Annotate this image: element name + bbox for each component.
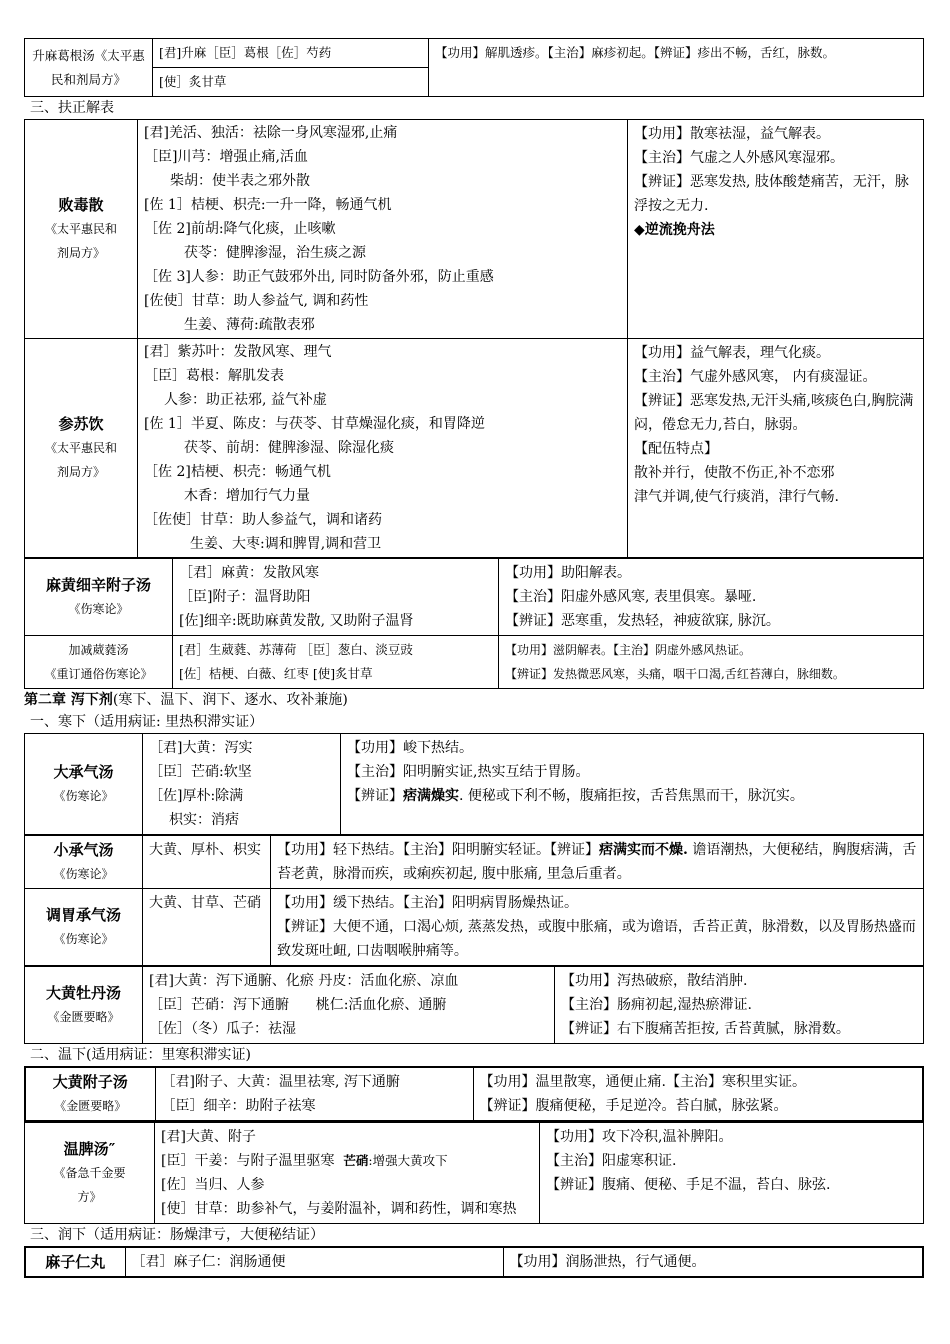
formula-table-shengma [24, 38, 924, 97]
composition-cell [143, 734, 341, 835]
formula-name-text: 麻子仁丸 [45, 1253, 106, 1271]
herb-text: [君]大黄：泻下通腑、化瘀 [149, 973, 314, 989]
formula-source: 《伤寒论》 [53, 932, 114, 946]
effect-keyword: 痞满实而不燥. [599, 842, 688, 858]
formula-source: 《太平惠民和 [44, 222, 117, 236]
formula-name-jiajian [25, 636, 173, 689]
formula-name-text: 参苏饮 [58, 415, 104, 433]
effect-line: 【主治】气虚之人外感风寒湿邪。 [634, 150, 844, 166]
composition-cell [138, 339, 628, 558]
effect-line: 【配伍特点】 [634, 441, 718, 457]
herb-line: [君]大黄、附子 [161, 1129, 256, 1145]
section-heading: 三、扶正解表 [30, 100, 114, 116]
herb-line: ［佐］（冬）瓜子：祛湿 [149, 1021, 296, 1037]
effect-cell [341, 734, 924, 835]
formula-name-shensu [25, 339, 138, 558]
herb-line: ［佐]厚朴:除满 [149, 788, 244, 804]
formula-table-wenpi [24, 1122, 924, 1224]
formula-name-text: 温脾汤″ [63, 1140, 116, 1158]
formula-source: 《伤寒论》 [68, 602, 129, 616]
effect-line: 【功用】润肠泄热，行气通便。 [509, 1254, 706, 1270]
herb-line: 大黄、厚朴、枳实 [149, 842, 261, 858]
effect-line: 【主治】肠痈初起,湿热瘀滞证. [561, 997, 752, 1013]
effect-line: 【功用】峻下热结。 [347, 740, 473, 756]
composition-cell [125, 1247, 503, 1277]
herb-line: [佐］桔梗、白薇、红枣 [使]炙甘草 [179, 666, 373, 681]
formula-name-shengma [25, 39, 153, 97]
section-heading: 二、温下(适用病证：里寒积滞实证) [30, 1047, 251, 1063]
effect-text: 谵语潮热，大便秘结，胸腹痞满，舌苔老黄，脉滑而疾，或痢疾初起, 腹中胀痛, 里急后重者。 [277, 842, 917, 882]
herb-line: 柴胡：使半表之邪外散 [170, 173, 310, 189]
effect-line: 【辨证】腹痛、便秘、手足不温，苔白、脉弦. [546, 1177, 831, 1193]
formula-name-text: 小承气汤 [53, 841, 114, 859]
effect-text: 【功用】轻下热结。【主治】阳明腑实轻证。【辨证】 [277, 842, 599, 858]
herb-line: ［佐 3]人参：助正气鼓邪外出, 同时防备外邪，防止重感 [144, 269, 494, 285]
formula-name-text: 调胃承气汤 [45, 906, 121, 924]
formula-name-text: 升麻葛根汤《太平惠民和剂局方》 [32, 47, 145, 87]
composition-cell [143, 889, 271, 966]
herb-text: 芒硝 [343, 1153, 369, 1168]
effect-line: 【功用】散寒祛湿，益气解表。 [634, 126, 830, 142]
formula-name-tiaowei [25, 889, 143, 966]
formula-table-dachengqi [24, 733, 924, 835]
effect-cell [499, 636, 924, 689]
composition-cell [155, 1123, 540, 1224]
effect-line [347, 784, 917, 808]
herb-line: ［君]附子、大黄：温里祛寒, 泻下通腑 [161, 1074, 400, 1090]
effect-text: . 便秘或下利不畅，腹痛拒按，舌苔焦黑而干，脉沉实。 [459, 788, 804, 804]
effect-cell [503, 1247, 923, 1277]
herb-line: 木香：增加行气力量 [184, 488, 310, 504]
formula-source: 《重订通俗伤寒论》 [44, 667, 153, 681]
effect-keyword: 痞满燥实 [403, 788, 459, 804]
herb-line [161, 1149, 533, 1173]
formula-name-mahuang [25, 559, 173, 636]
effect-cell [628, 339, 924, 558]
effect-cell [429, 39, 924, 97]
effect-line: 【功用】滋阴解表。【主治】阴虚外感风热证。 [505, 643, 752, 657]
herb-text: ［臣］芒硝：泻下通腑 [149, 997, 289, 1013]
herb-line: ［佐使］甘草：助人参益气，调和诸药 [144, 512, 382, 528]
herb-line: [使］甘草：助参补气，与姜附温补，调和药性，调和寒热 [161, 1201, 517, 1217]
herb-text: 桃仁:活血化瘀、通腑 [315, 997, 447, 1013]
composition-cell [173, 636, 499, 689]
effect-line: 【主治】阳虚外感风寒, 表里俱寒。暴哑. [505, 589, 757, 605]
composition-cell [173, 559, 499, 636]
herb-line: [佐］当归、人参 [161, 1177, 265, 1193]
formula-table-mudan [24, 966, 924, 1044]
herb-line: ［臣］细辛：助附子祛寒 [161, 1098, 316, 1114]
formula-name-maziren [25, 1247, 125, 1277]
effect-label: 【辨证】 [347, 788, 403, 804]
herb-line: ［臣］葛根：解肌发表 [144, 368, 284, 384]
herb-line: 生姜、薄荷:疏散表邪 [184, 317, 315, 333]
formula-name-text: 大黄牡丹汤 [45, 984, 121, 1002]
effect-line: 【功用】助阳解表。 [505, 565, 631, 581]
herb-line: 茯苓：健脾渗湿，治生痰之源 [184, 245, 366, 261]
herb-line: ［臣]川芎：增强止痛,活血 [144, 149, 308, 165]
effect-line: 【辨证】恶寒发热,无汗头痛,咳痰色白,胸脘满闷，倦怠无力,苔白，脉弱。 [634, 393, 914, 433]
effect-cell [499, 559, 924, 636]
effect-line: 【辨证】恶寒重，发热轻，神疲欲寐, 脉沉。 [505, 613, 780, 629]
effect-line: 【辨证】右下腹痛苦拒按, 舌苔黄腻，脉滑数。 [561, 1021, 850, 1037]
composition-cell [138, 120, 628, 339]
effect-line: 【功用】温里散寒，通便止痛.【主治】寒积里实证。 [479, 1074, 806, 1090]
herb-line [149, 993, 548, 1017]
section-heading: 三、润下（适用病证：肠燥津亏，大便秘结证） [30, 1227, 324, 1243]
herb-line [149, 969, 548, 993]
effect-line: 【主治】气虚外感风寒， 内有痰湿证。 [634, 369, 877, 385]
effect-line: 【主治】阳明腑实证,热实互结于胃肠。 [347, 764, 590, 780]
herb-line: 大黄、甘草、芒硝 [149, 895, 261, 911]
effect-cell [271, 836, 924, 889]
formula-source: 《太平惠民和 [44, 441, 117, 455]
herb-line: [佐 1］桔梗、枳壳:一升一降，畅通气机 [144, 197, 392, 213]
herb-line [153, 68, 429, 97]
formula-source: 剂局方》 [56, 465, 105, 479]
herb-line: 生姜、大枣:调和脾胃,调和营卫 [190, 536, 382, 552]
herb-line: [君]羌活、独活：祛除一身风寒湿邪,止痛 [144, 125, 398, 141]
formula-source: 《备急千金要 [53, 1166, 126, 1180]
herb-line: 茯苓、前胡：健脾渗湿、除湿化痰 [184, 440, 394, 456]
formula-source: 《金匮要略》 [54, 1099, 127, 1113]
composition-cell [155, 1067, 473, 1121]
composition-cell [143, 967, 555, 1044]
herb-line: ［佐 2]前胡:降气化痰，止咳嗽 [144, 221, 336, 237]
composition-cell [143, 836, 271, 889]
formula-name-mudan [25, 967, 143, 1044]
formula-table-fuzi [24, 1066, 924, 1122]
effect-line: 【功用】益气解表，理气化痰。 [634, 345, 830, 361]
effect-line: 【辨证】恶寒发热, 肢体酸楚痛苦，无汗，脉浮按之无力. [634, 174, 909, 214]
herb-line: ［臣]附子：温肾助阳 [179, 589, 311, 605]
herb-line: 枳实：消痞 [169, 812, 239, 828]
effect-line: 【功用】攻下冷积,温补脾阳。 [546, 1129, 733, 1145]
effect-line: 【功用】缓下热结。【主治】阳明病胃肠燥热证。 [277, 895, 578, 911]
formula-table-fuzheng [24, 119, 924, 558]
effect-line: 【辨证】腹痛便秘，手足逆冷。苔白腻，脉弦紧。 [479, 1098, 788, 1114]
effect-line: 【辨证】大便不通，口渴心烦, 蒸蒸发热，或腹中胀痛，或为谵语，舌苔正黄，脉滑数，以及胃肠热盛而致发斑吐衄, 口齿咽喉肿痛等。 [277, 919, 916, 959]
effect-line: 【功用】泻热破瘀，散结消肿. [561, 973, 748, 989]
effect-cell [555, 967, 924, 1044]
formula-name-text: 败毒散 [58, 196, 104, 214]
chapter-heading [24, 689, 924, 711]
formula-source: 《金匮要略》 [47, 1010, 120, 1024]
formula-source: 《伤寒论》 [53, 789, 114, 803]
herb-line: ［君]大黄：泻实 [149, 740, 253, 756]
effect-line [277, 838, 917, 886]
section-heading: 一、寒下（适用病证: 里热积滞实证） [30, 714, 264, 730]
chapter-title: 第二章 泻下剂 [24, 692, 113, 708]
formula-name-text: 加减葳蕤汤 [68, 643, 129, 657]
effect-cell [628, 120, 924, 339]
effect-cell [271, 889, 924, 966]
herb-line: [君］生葳蕤、苏薄荷 ［臣］葱白、淡豆豉 [179, 642, 413, 657]
formula-name-baidu [25, 120, 138, 339]
herb-line: ［臣］芒硝:软坚 [149, 764, 252, 780]
effect-line: 散补并行，使散不伤正,补不恋邪 [634, 465, 835, 481]
herb-text: :增强大黄攻下 [368, 1153, 448, 1168]
formula-name-text: 大承气汤 [53, 763, 114, 781]
herb-text: [臣］干姜：与附子温里驱寒 [161, 1153, 335, 1169]
formula-name-text: 麻黄细辛附子汤 [45, 576, 151, 594]
herb-line: 人参：助正祛邪, 益气补虚 [164, 392, 327, 408]
herb-line: [佐]细辛:既助麻黄发散, 又助附子温肾 [179, 613, 414, 629]
effect-line: ◆逆流挽舟法 [634, 222, 715, 238]
chapter-subtitle: (寒下、温下、润下、逐水、攻补兼施) [112, 692, 348, 708]
herb-line: ［佐 2]桔梗、枳壳：畅通气机 [144, 464, 331, 480]
effect-cell [473, 1067, 923, 1121]
formula-name-wenpi [25, 1123, 155, 1224]
formula-name-fuzi [25, 1067, 155, 1121]
formula-source: 剂局方》 [56, 246, 105, 260]
herb-line: ［君］麻子仁：润肠通便 [131, 1254, 286, 1270]
effect-line: 【辨证】发热微恶风寒，头痛，咽干口渴,舌红苔薄白，脉细数。 [505, 667, 845, 681]
herb-text: [君]升麻［臣］葛根［佐］芍药 [159, 45, 332, 60]
formula-source: 《伤寒论》 [53, 867, 114, 881]
effect-cell [540, 1123, 924, 1224]
formula-table-maziren [24, 1246, 924, 1278]
herb-line: [佐 1］半夏、陈皮：与茯苓、甘草燥湿化痰，和胃降逆 [144, 416, 485, 432]
formula-name-xiaochengqi [25, 836, 143, 889]
effect-line: 【主治】阳虚寒积证. [546, 1153, 677, 1169]
herb-line: [佐使］甘草：助人参益气, 调和药性 [144, 293, 369, 309]
formula-name-dachengqi [25, 734, 143, 835]
herb-text: [使］炙甘草 [159, 74, 227, 89]
herb-line: [君］紫苏叶：发散风寒、理气 [144, 344, 332, 360]
formula-table-mahuang [24, 558, 924, 689]
herb-line [153, 39, 429, 68]
formula-table-chengqi [24, 835, 924, 966]
effect-line: 津气并调,使气行痰消，津行气畅. [634, 489, 839, 505]
herb-text: 丹皮：活血化瘀、凉血 [318, 973, 459, 989]
formula-source: 方》 [77, 1190, 102, 1204]
formula-name-text: 大黄附子汤 [52, 1073, 128, 1091]
effect-text: 【功用】解肌透疹。【主治】麻疹初起。【辨证】疹出不畅，舌红，脉数。 [435, 45, 836, 60]
page [24, 38, 924, 1278]
herb-line: ［君］麻黄：发散风寒 [179, 565, 319, 581]
